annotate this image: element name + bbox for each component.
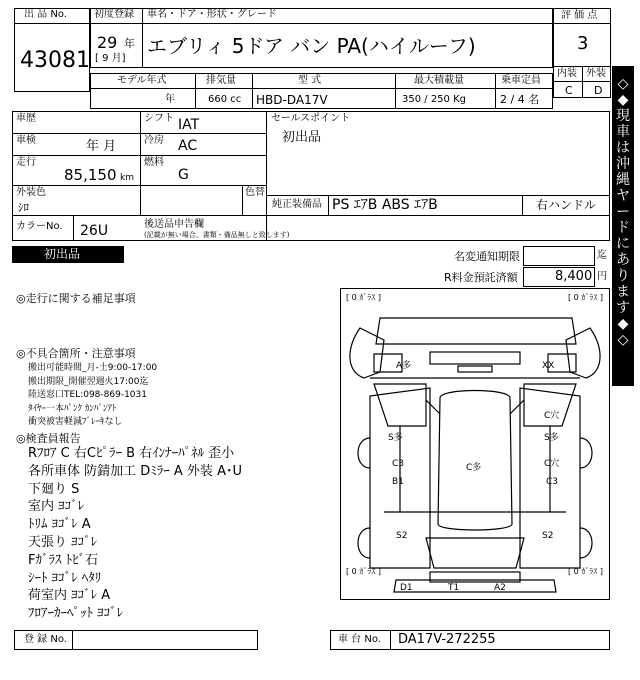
inspector-line: Fｶﾞﾗｽ ﾄﾋﾞ石 xyxy=(28,552,99,568)
mark-c-hole-right-1: C穴 xyxy=(544,411,560,421)
exterior-grade: D xyxy=(594,84,603,97)
name-change-label: 名変通知期限 xyxy=(454,250,520,263)
mark-s2-left: S2 xyxy=(396,531,408,541)
corner-bottom-left: [ 0 ｶﾞﾗｽ ] xyxy=(346,567,381,576)
mark-c-hole-right-2: C穴 xyxy=(544,459,560,469)
recycle-value: 8,400 xyxy=(555,269,593,284)
shift-value: IAT xyxy=(178,117,200,133)
score-value: 3 xyxy=(577,33,589,54)
notice-char: あ xyxy=(616,252,630,268)
sales-point-value: 初出品 xyxy=(282,130,322,145)
notice-char: す xyxy=(616,300,630,316)
notice-char: ド xyxy=(616,220,630,236)
notice-char: 車 xyxy=(616,124,630,140)
corner-bottom-right: [ 0 ｶﾞﾗｽ ] xyxy=(568,567,603,576)
inspector-line: ﾌﾛｱｰｶｰﾍﾟｯﾄ ﾖｺﾞﾚ xyxy=(28,606,124,622)
notice-char: は xyxy=(616,140,630,156)
notice-char: り xyxy=(616,268,630,284)
model-value: HBD-DA17V xyxy=(256,93,328,107)
supplement-title: ◎走行に関する補足事項 xyxy=(16,292,136,305)
first-listing-text: 初出品 xyxy=(44,247,81,261)
inspector-line: 室内 ﾖｺﾞﾚ xyxy=(28,499,85,515)
color-change-label: 色替 xyxy=(245,187,265,198)
mark-b1: B1 xyxy=(392,477,404,487)
model-year-label: モデル年式 xyxy=(117,75,167,86)
inspector-line: ｼｰﾄ ﾖｺﾞﾚ ﾍﾀﾘ xyxy=(28,570,102,586)
notice-char: 縄 xyxy=(616,172,630,188)
lot-label: 出 品 No. xyxy=(24,9,67,20)
post-reg-note: (記載が無い場合、書類・備品無しと致します) xyxy=(144,231,290,239)
inspection-value: 年 月 xyxy=(86,139,117,154)
inspector-line: 荷室内 ﾖｺﾞﾚ A xyxy=(28,588,111,604)
capacity-label: 乗車定員 xyxy=(501,75,541,86)
post-reg-label: 後送品申告欄 xyxy=(144,219,204,230)
ext-color-value: ｼﾛ xyxy=(18,201,29,214)
history-label: 車歴 xyxy=(16,113,36,124)
genuine-value: PS ｴｱB ABS ｴｱB xyxy=(332,197,438,213)
defect-line: 衝突被害軽減ﾌﾞﾚｰｷなし xyxy=(28,417,123,428)
model-year-unit: 年 xyxy=(165,94,175,105)
mileage-unit: km xyxy=(120,173,134,183)
displacement-value: 660 cc xyxy=(208,94,242,105)
notice-char: ー xyxy=(616,204,630,220)
first-reg-month: [ 9 月] xyxy=(95,53,126,64)
chassis-no-value: DA17V-272255 xyxy=(398,632,496,647)
notice-char: に xyxy=(616,236,630,252)
notice-char: ◆ xyxy=(617,92,629,108)
mark-s-tax-right: S多 xyxy=(544,433,559,443)
ac-label: 冷房 xyxy=(144,135,164,146)
inspector-title: ◎検査員報告 xyxy=(16,432,81,445)
lot-number: 43081 xyxy=(20,48,90,73)
mileage-label: 走行 xyxy=(16,157,36,168)
notice-char: ◆ xyxy=(617,316,629,332)
vehicle-diagram xyxy=(340,288,610,600)
notice-char: ◇ xyxy=(617,76,629,92)
notice-char: ま xyxy=(616,284,630,300)
inspection-label: 車検 xyxy=(16,135,36,146)
mark-a-tax: A多 xyxy=(396,361,412,371)
first-listing-banner xyxy=(12,246,124,263)
color-no-value: 26U xyxy=(80,223,109,239)
year-unit: 年 xyxy=(124,37,135,50)
inspector-line: Rﾌﾛｱ C 右Cﾋﾟﾗｰ B 右ｲﾝﾅｰﾊﾟﾈﾙ 歪小 xyxy=(28,446,235,461)
defect-title: ◎不具合箇所・注意事項 xyxy=(16,347,136,360)
mark-a2: A2 xyxy=(494,583,506,593)
fuel-value: G xyxy=(178,167,189,183)
defect-line: 搬出可能時間_月-土9:00-17:00 xyxy=(28,363,158,373)
color-no-label: カラーNo. xyxy=(16,221,63,232)
mark-xx: XX xyxy=(542,361,555,371)
max-load-value: 350 / 250 Kg xyxy=(402,94,466,105)
mark-s-tax-left: S多 xyxy=(388,433,403,443)
defect-line: ﾀｲﾔｰ一本ﾊﾟﾝｸ ｶﾝﾊﾟﾝｱﾄ xyxy=(28,403,117,414)
defect-line: 搬出期限_開催翌週火17:00迄 xyxy=(28,376,149,387)
mark-c3-left: C3 xyxy=(392,459,405,469)
interior-label: 内装 xyxy=(557,68,577,79)
ac-value: AC xyxy=(178,138,198,154)
car-name-label: 車名・ドア・形状・グレード xyxy=(147,9,277,20)
name-change-field xyxy=(523,246,595,266)
inspector-line: 下廻り S xyxy=(28,481,80,497)
mark-s2-right: S2 xyxy=(542,531,554,541)
notice-char: ヤ xyxy=(616,188,630,204)
name-change-unit: 迄 xyxy=(597,250,607,261)
capacity-value: 2 / 4 名 xyxy=(500,93,540,106)
car-name: エブリィ 5ドア バン PA(ハイルーフ) xyxy=(147,34,476,58)
first-reg-year: 29 xyxy=(97,33,118,52)
corner-top-left: [ 0 ｶﾞﾗｽ ] xyxy=(346,293,381,302)
mark-d1: D1 xyxy=(400,583,413,593)
handle-value: 右ハンドル xyxy=(536,198,597,212)
genuine-label: 純正装備品 xyxy=(272,199,322,210)
notice-char: 現 xyxy=(616,108,630,124)
interior-grade: C xyxy=(565,84,573,97)
mileage-value: 85,150 xyxy=(64,166,117,184)
recycle-unit: 円 xyxy=(597,271,607,282)
inspector-line: 天張り ﾖｺﾞﾚ xyxy=(28,535,98,550)
displacement-label: 排気量 xyxy=(206,75,236,86)
defect-line: 陸送窓口TEL:098-869-1031 xyxy=(28,390,147,401)
notice-char: ◇ xyxy=(617,332,629,348)
model-label: 型 式 xyxy=(298,75,322,86)
inspector-line: 各所車体 防錆加工 Dﾐﾗｰ A 外装 A･U xyxy=(28,463,242,479)
okinawa-notice xyxy=(612,66,634,386)
exterior-label: 外装 xyxy=(586,68,606,79)
mark-c3-right: C3 xyxy=(546,477,559,487)
chassis-no-label: 車 台 No. xyxy=(338,634,381,645)
first-reg-label: 初度登録 xyxy=(94,9,134,20)
corner-top-right: [ 0 ｶﾞﾗｽ ] xyxy=(568,293,603,302)
max-load-label: 最大積載量 xyxy=(414,75,464,86)
notice-char: 沖 xyxy=(616,156,630,172)
reg-no-label: 登 録 No. xyxy=(24,634,67,645)
mark-t1: T1 xyxy=(448,583,460,593)
fuel-label: 燃料 xyxy=(144,157,164,168)
ext-color-label: 外装色 xyxy=(16,187,46,198)
mark-c-tax: C多 xyxy=(466,463,482,473)
recycle-label: R料金預託済額 xyxy=(444,271,518,284)
inspector-line: ﾄﾘﾑ ﾖｺﾞﾚ A xyxy=(28,517,91,533)
score-label: 評 価 点 xyxy=(561,10,598,21)
shift-label: シフト xyxy=(144,113,174,124)
sales-point-label: セールスポイント xyxy=(271,113,351,124)
